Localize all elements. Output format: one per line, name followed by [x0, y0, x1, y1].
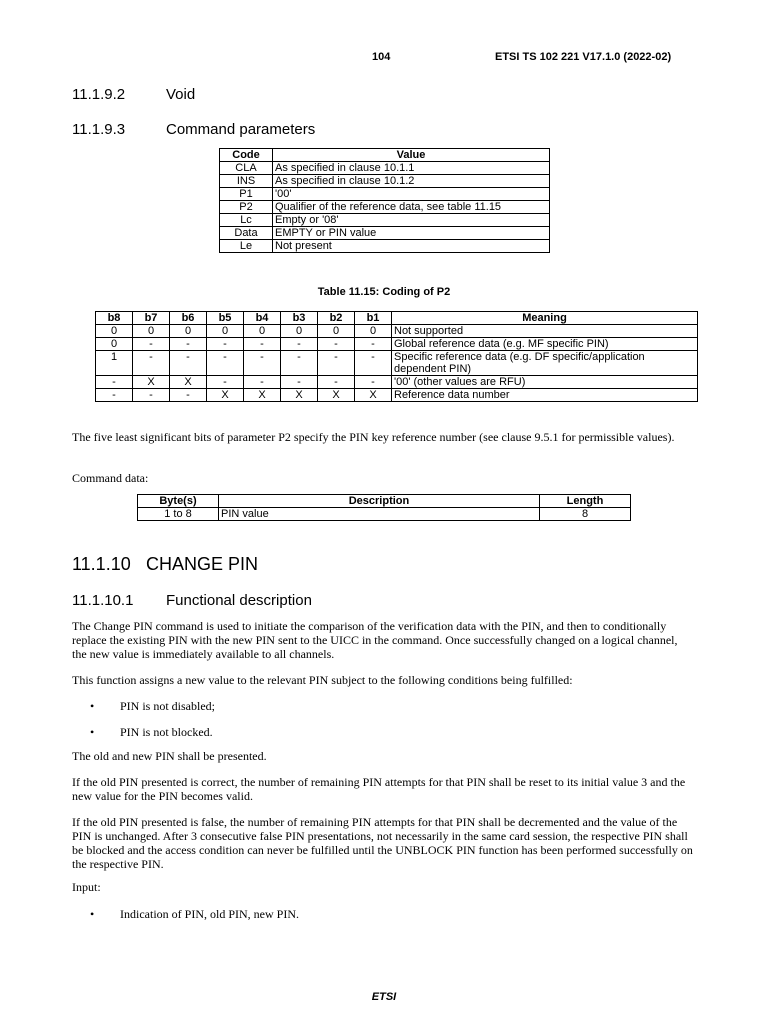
bit-cell: 0 [133, 325, 170, 338]
value-cell: Qualifier of the reference data, see table 11.15 [273, 201, 550, 214]
bit-cell: 0 [170, 325, 207, 338]
bit-cell: - [133, 351, 170, 376]
section-title: CHANGE PIN [146, 554, 259, 574]
table-row [220, 188, 550, 201]
column-header: b3 [281, 312, 318, 325]
code-cell: INS [220, 175, 273, 188]
page-number: 104 [372, 51, 391, 63]
column-header: b6 [170, 312, 207, 325]
table-row [220, 227, 550, 240]
bit-cell: - [207, 376, 244, 389]
code-cell: P2 [220, 201, 273, 214]
table-header-row [220, 149, 550, 162]
value-cell: Empty or '08' [273, 214, 550, 227]
column-header: b1 [355, 312, 392, 325]
value-cell: '00' [273, 188, 550, 201]
meaning-cell: '00' (other values are RFU) [392, 376, 698, 389]
bit-cell: - [355, 351, 392, 376]
meaning-cell: Specific reference data (e.g. DF specific/application dependent PIN) [392, 351, 698, 376]
byte-cell: 1 to 8 [138, 508, 219, 521]
p2-note-paragraph: The five least significant bits of parameter P2 specify the PIN key reference number (see clause 9.5.1 for permissible values). [72, 430, 675, 444]
table-row [220, 162, 550, 175]
meaning-cell: Global reference data (e.g. MF specific PIN) [392, 338, 698, 351]
bit-cell: - [244, 351, 281, 376]
bullet-icon: • [90, 907, 95, 921]
value-cell: EMPTY or PIN value [273, 227, 550, 240]
bit-cell: - [318, 376, 355, 389]
section-number: 11.1.10 [72, 554, 131, 574]
bit-cell: 0 [355, 325, 392, 338]
command-data-table [137, 494, 631, 521]
list-item-text: PIN is not blocked. [120, 725, 213, 739]
column-header: b4 [244, 312, 281, 325]
list-item-text: PIN is not disabled; [120, 699, 215, 713]
section-number: 11.1.9.3 [72, 121, 126, 138]
code-cell: CLA [220, 162, 273, 175]
page-footer: ETSI [371, 991, 397, 1003]
column-header: Description [219, 495, 540, 508]
bit-cell: X [170, 376, 207, 389]
bit-cell: 0 [96, 325, 133, 338]
table-row [138, 508, 631, 521]
bit-cell: - [207, 351, 244, 376]
meaning-cell: Reference data number [392, 389, 698, 402]
bit-cell: X [133, 376, 170, 389]
bit-cell: - [244, 338, 281, 351]
command-parameters-table [219, 148, 550, 253]
table-header-row [138, 495, 631, 508]
bit-cell: - [355, 338, 392, 351]
code-cell: Data [220, 227, 273, 240]
bit-cell: - [170, 338, 207, 351]
table-row [220, 201, 550, 214]
table-row [220, 240, 550, 253]
list-item-text: Indication of PIN, old PIN, new PIN. [120, 907, 299, 921]
code-cell: Le [220, 240, 273, 253]
table-row [220, 214, 550, 227]
section-number: 11.1.10.1 [72, 592, 134, 609]
bit-cell: 0 [96, 338, 133, 351]
bit-cell: 0 [281, 325, 318, 338]
bit-cell: - [355, 376, 392, 389]
bit-cell: - [207, 338, 244, 351]
section-number: 11.1.9.2 [72, 86, 126, 103]
column-header: Meaning [392, 312, 698, 325]
table-caption: Table 11.15: Coding of P2 [317, 286, 451, 298]
table-row [96, 376, 698, 389]
bit-cell: 1 [96, 351, 133, 376]
table-header-row [96, 312, 698, 325]
bit-cell: - [318, 338, 355, 351]
bit-cell: 0 [207, 325, 244, 338]
table-row [96, 338, 698, 351]
meaning-cell: Not supported [392, 325, 698, 338]
bit-cell: - [170, 389, 207, 402]
value-cell: Not present [273, 240, 550, 253]
table-row [96, 389, 698, 402]
bit-cell: X [207, 389, 244, 402]
value-cell: As specified in clause 10.1.2 [273, 175, 550, 188]
section-title: Command parameters [166, 121, 316, 138]
value-cell: As specified in clause 10.1.1 [273, 162, 550, 175]
bit-cell: X [244, 389, 281, 402]
bit-cell: - [281, 338, 318, 351]
code-cell: P1 [220, 188, 273, 201]
document-standard-id: ETSI TS 102 221 V17.1.0 (2022-02) [495, 51, 672, 63]
column-header: Length [540, 495, 631, 508]
column-header: b7 [133, 312, 170, 325]
bit-cell: - [318, 351, 355, 376]
section-title: Functional description [166, 592, 312, 609]
bit-cell: - [244, 376, 281, 389]
bit-cell: 0 [244, 325, 281, 338]
change-pin-intro-paragraph: The Change PIN command is used to initiate the comparison of the verification data with the PIN, and then to conditionally replace the existing PIN with the new PIN sent to the UICC in the command. Once successfully changed on a logical channel, the new value is immediately available to all channels. [72, 619, 678, 661]
column-header: b8 [96, 312, 133, 325]
bullet-icon: • [90, 699, 95, 713]
old-new-pin-paragraph: The old and new PIN shall be presented. [72, 749, 267, 763]
bit-cell: - [170, 351, 207, 376]
bit-cell: - [96, 376, 133, 389]
false-pin-paragraph: If the old PIN presented is false, the number of remaining PIN attempts for that PIN shall be decremented and the value of the PIN is unchanged. After 3 consecutive false PIN presentations, not necessarily in the same card session, the respective PIN shall be blocked and the access condition can never be fulfilled until the UNBLOCK PIN function has been performed successfully on the respective PIN. [72, 815, 693, 871]
input-label: Input: [72, 880, 101, 894]
bullet-icon: • [90, 725, 95, 739]
column-header: Byte(s) [138, 495, 219, 508]
conditions-intro-paragraph: This function assigns a new value to the relevant PIN subject to the following conditions being fulfilled: [72, 673, 573, 687]
bit-cell: - [281, 376, 318, 389]
column-header: Code [220, 149, 273, 162]
bit-cell: - [96, 389, 133, 402]
correct-pin-paragraph: If the old PIN presented is correct, the number of remaining PIN attempts for that PIN shall be reset to its initial value 3 and the new value for the PIN becomes valid. [72, 775, 686, 803]
length-cell: 8 [540, 508, 631, 521]
bit-cell: X [355, 389, 392, 402]
bit-cell: - [133, 338, 170, 351]
section-title: Void [166, 86, 196, 103]
table-row [220, 175, 550, 188]
column-header: Value [273, 149, 550, 162]
bit-cell: 0 [318, 325, 355, 338]
table-row [96, 325, 698, 338]
bit-cell: X [318, 389, 355, 402]
p2-coding-table [95, 311, 698, 402]
column-header: b5 [207, 312, 244, 325]
code-cell: Lc [220, 214, 273, 227]
command-data-label: Command data: [72, 471, 149, 485]
table-row [96, 351, 698, 376]
bit-cell: - [133, 389, 170, 402]
column-header: b2 [318, 312, 355, 325]
bit-cell: - [281, 351, 318, 376]
bit-cell: X [281, 389, 318, 402]
description-cell: PIN value [219, 508, 540, 521]
